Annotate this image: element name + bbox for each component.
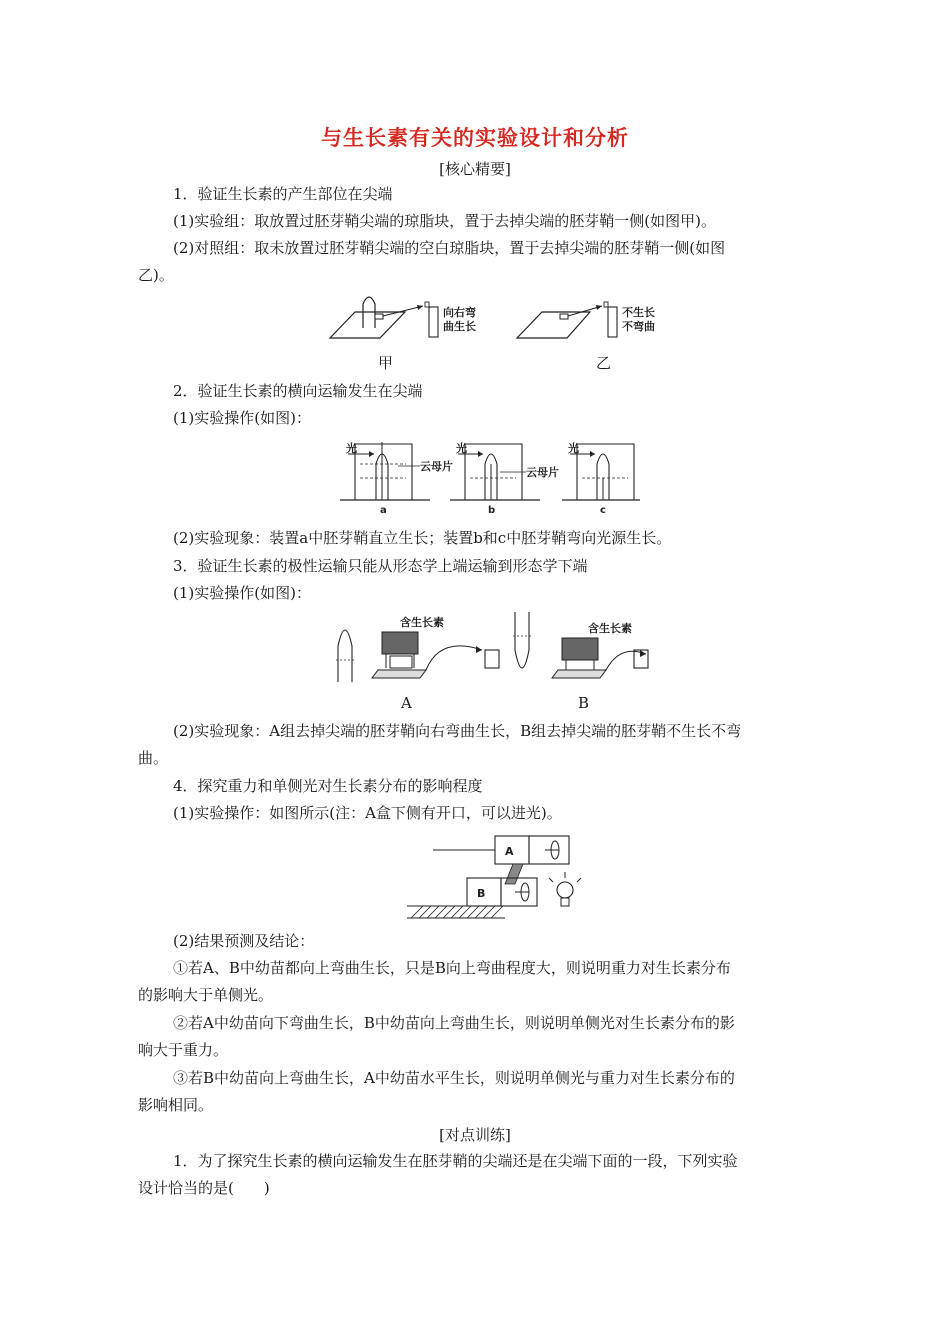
sec4-r2-line1: ②若A中幼苗向下弯曲生长，B中幼苗向上弯曲生长，则说明单侧光对生长素分布的影 [173, 1014, 735, 1032]
mica-label-1: 云母片 [420, 460, 453, 473]
box-b-label: B [477, 887, 486, 900]
sec2-phenomenon: (2)实验现象：装置a中胚芽鞘直立生长；装置b和c中胚芽鞘弯向光源生长。 [173, 529, 672, 547]
fig-jia-label-1: 向右弯 [443, 306, 476, 319]
section-train-label: [对点训练] [439, 1126, 511, 1144]
contains-auxin-label-b: 含生长素 [588, 622, 632, 635]
sec2-operation: (1)实验操作(如图)： [173, 409, 311, 427]
fig-yi-label-2: 不弯曲 [622, 320, 655, 333]
sec4-r1-line1: ①若A、B中幼苗都向上弯曲生长，只是B向上弯曲程度大，则说明重力对生长素分布 [173, 959, 731, 977]
figure-polar-transport [330, 610, 650, 686]
label-a: a [380, 505, 387, 516]
sec4-r1-line2: 的影响大于单侧光。 [138, 986, 274, 1004]
sec4-r3-line2: 影响相同。 [138, 1096, 214, 1114]
label-c: c [600, 505, 606, 516]
page-title: 与生长素有关的实验设计和分析 [321, 126, 629, 150]
sec4-operation: (1)实验操作：如图所示(注：A盒下侧有开口，可以进光)。 [173, 804, 562, 822]
light-label-c: 光 [568, 442, 579, 455]
sec3-phenomenon-line2: 曲。 [138, 749, 169, 767]
box-a-label: A [505, 845, 514, 858]
caption-yi: 乙 [596, 354, 612, 372]
sec4-heading: 4．探究重力和单侧光对生长素分布的影响程度 [173, 777, 483, 795]
sec1-control-line1: (2)对照组：取未放置过胚芽鞘尖端的空白琼脂块，置于去掉尖端的胚芽鞘一侧(如图 [173, 239, 726, 257]
figure-gravity-light [405, 832, 595, 924]
sec1-experimental: (1)实验组：取放置过胚芽鞘尖端的琼脂块，置于去掉尖端的胚芽鞘一侧(如图甲)。 [173, 212, 716, 230]
light-label-a: 光 [346, 442, 357, 455]
light-label-b: 光 [456, 442, 467, 455]
mica-label-2: 云母片 [526, 466, 559, 479]
contains-auxin-label-a: 含生长素 [400, 616, 444, 629]
sec3-phenomenon-line1: (2)实验现象：A组去掉尖端的胚芽鞘向右弯曲生长，B组去掉尖端的胚芽鞘不生长不弯 [173, 722, 742, 740]
sec2-heading: 2．验证生长素的横向运输发生在尖端 [173, 382, 423, 400]
sec1-heading: 1．验证生长素的产生部位在尖端 [173, 185, 393, 203]
label-b: b [488, 505, 496, 516]
sec1-control-line2: 乙)。 [138, 266, 174, 284]
figure-mica-setup [340, 438, 640, 518]
sec4-r2-line2: 响大于重力。 [138, 1041, 229, 1059]
fig-jia-label-2: 曲生长 [443, 320, 476, 333]
sec4-result: (2)结果预测及结论： [173, 932, 315, 950]
caption-a: A [401, 694, 412, 712]
section-core-label: [核心精要] [439, 160, 511, 178]
q1-line2: 设计恰当的是( ) [138, 1179, 270, 1197]
figure-yi [512, 292, 672, 344]
q1-line1: 1．为了探究生长素的横向运输发生在胚芽鞘的尖端还是在尖端下面的一段，下列实验 [173, 1152, 738, 1170]
caption-jia: 甲 [378, 354, 394, 372]
sec3-operation: (1)实验操作(如图)： [173, 584, 311, 602]
fig-yi-label-1: 不生长 [622, 306, 655, 319]
sec4-r3-line1: ③若B中幼苗向上弯曲生长，A中幼苗水平生长，则说明单侧光与重力对生长素分布的 [173, 1069, 735, 1087]
figure-jia [325, 292, 505, 344]
sec3-heading: 3．验证生长素的极性运输只能从形态学上端运输到形态学下端 [173, 557, 588, 575]
caption-b: B [578, 694, 590, 712]
